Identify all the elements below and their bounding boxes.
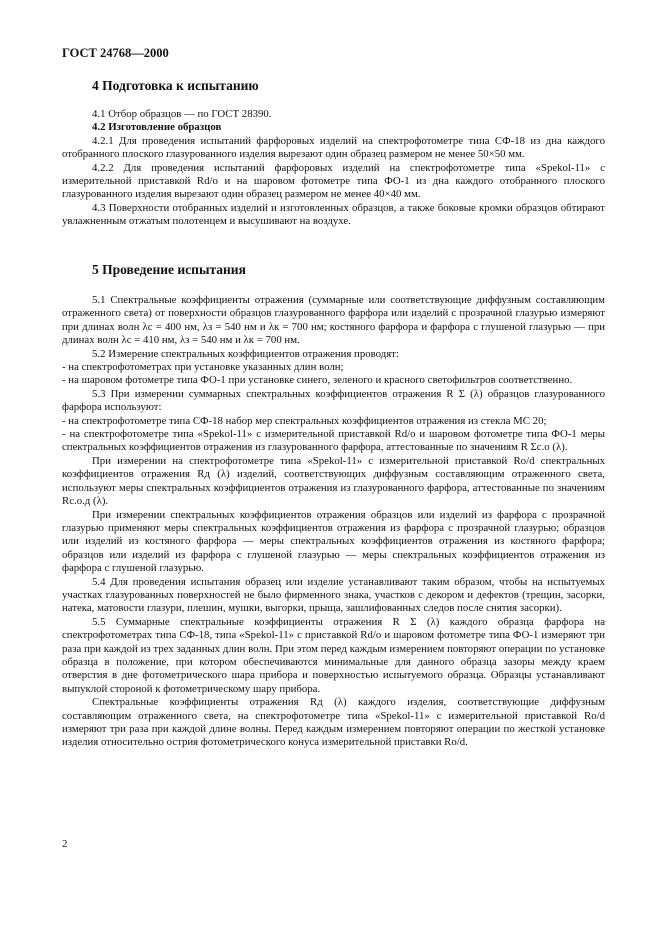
paragraph-5-5: 5.5 Суммарные спектральные коэффициенты отражения R Σ (λ) каждого образца фарфора на спектрофотометрах типа СФ-18, типа «Spekol-11» с приставкой Rd/o и шаровом фотометре типа ФО-1 измеряют три раза при каждой из трех заданных длин волн. При этом перед каждым измерением повторяют операции по установке образца в положение, при котором обеспечиваются минимальные для данного образца зазоры между краем отверстия в дне фотометрического шара прибора и поверхностью испытуемого образца. Образцы устанавливают выпуклой стороной к фотометрическому шару прибора. [62,615,605,695]
paragraph-diffuse: Спектральные коэффициенты отражения Rд (λ) каждого изделия, соответствующие диффузным составляющим отраженного света, на спектрофотометре типа «Spekol-11» с измерительной приставкой Ro/d измеряют три раза при каждой длине волны. Перед каждым измерением повторяют операции по жесткой установке изделия относительно острия фотометрического конуса измерительной приставки Ro/d. [62,696,605,749]
page-number: 2 [62,838,68,850]
section-4-body [62,108,605,229]
paragraph-spekol-rod: При измерении на спектрофотометре типа «Spekol-11» с измерительной приставкой Ro/d спектральных коэффициентов отражения Rд (λ) изделий, соответствующих диффузным составляющим отраженного света, используют меры спектральных коэффициентов отражения из глазурованного фарфора, аттестованные по значениям Rс.о.д (λ). [62,454,605,508]
paragraph-4-2: 4.2 Изготовление образцов [92,121,222,134]
list-item-spekol: - на спектрофотометре типа «Spekol-11» с измерительной приставкой Rd/o и шаровом фотометре типа ФО-1 меры спектральных коэффициентов отражения из глазурованного фарфора, аттестованные по значениям R Σс.о (λ). [62,428,605,454]
section-4-title: 4 Подготовка к испытанию [92,78,259,93]
paragraph-4-2-1: 4.2.1 Для проведения испытаний фарфоровых изделий на спектрофотометре типа СФ-18 из дна каждого отобранного плоского глазурованного изделия вырезают один образец размером не менее 50×50 мм. [62,134,605,161]
paragraph-5-3: 5.3 При измерении суммарных спектральных коэффициентов отражения R Σ (λ) образцов глазурованного фарфора используют: [62,387,605,414]
paragraph-5-4: 5.4 Для проведения испытания образец или изделие устанавливают таким образом, чтобы на испытуемых участках глазурованных поверхностей не было фирменного знака, участков с декором и дефектов (трещин, засорки, натека, матовости глазури, плешин, мушки, выгорки, прыща, зашлифованных следов после снятия засорки). [62,575,605,615]
section-5-body [62,294,605,750]
section-5-title: 5 Проведение испытания [92,262,246,277]
paragraph-5-2: 5.2 Измерение спектральных коэффициентов отражения проводят: [92,347,399,360]
paragraph-4-2-2: 4.2.2 Для проведения испытаний фарфоровых изделий на спектрофотометре типа «Spekol-11» с измерительной приставкой Rd/o и на шаровом фотометре типа ФО-1 из дна каждого отобранного плоского глазурованного изделия вырезают один образец размером не менее 40×40 мм. [62,161,605,201]
document-code: ГОСТ 24768—2000 [62,46,169,60]
list-item-spectrophotometers: - на спектрофотометрах при установке указанных длин волн; [62,361,344,374]
list-item-fo1: - на шаровом фотометре типа ФО-1 при установке синего, зеленого и красного светофильтров соответственно. [62,374,573,387]
paragraph-4-3: 4.3 Поверхности отобранных изделий и изготовленных образцов, а также боковые кромки образцов обтирают увлажненным отжатым полотенцем и высушивают на воздухе. [62,201,605,228]
paragraph-4-1: 4.1 Отбор образцов — по ГОСТ 28390. [92,108,272,120]
list-item-sf18: - на спектрофотометре типа СФ-18 набор мер спектральных коэффициентов отражения из стекла МС 20; [62,414,547,427]
paragraph-glaze-measures: При измерении спектральных коэффициентов отражения образцов или изделий из фарфора с прозрачной глазурью применяют меры спектральных коэффициентов отражения из фарфора с прозрачной глазурью; образцов или изделий из костяного фарфора — меры спектральных коэффициентов отражения из костяного фарфора; образцов или изделий из фарфора с глушеной глазурью — меры спектральных коэффициентов отражения из фарфора с глушеной глазурью. [62,508,605,575]
paragraph-5-1: 5.1 Спектральные коэффициенты отражения (суммарные или соответствующие диффузным составляющим отраженного света) от поверхности образцов глазурованного фарфора или изделий с прозрачной глазурью измеряют при длинах волн λс = 400 нм, λз = 540 нм и λк = 700 нм; костяного фарфора и фарфора с глушеной глазурью — при длинах волн λс = 410 нм, λз = 540 нм и λк = 700 нм. [62,294,605,347]
